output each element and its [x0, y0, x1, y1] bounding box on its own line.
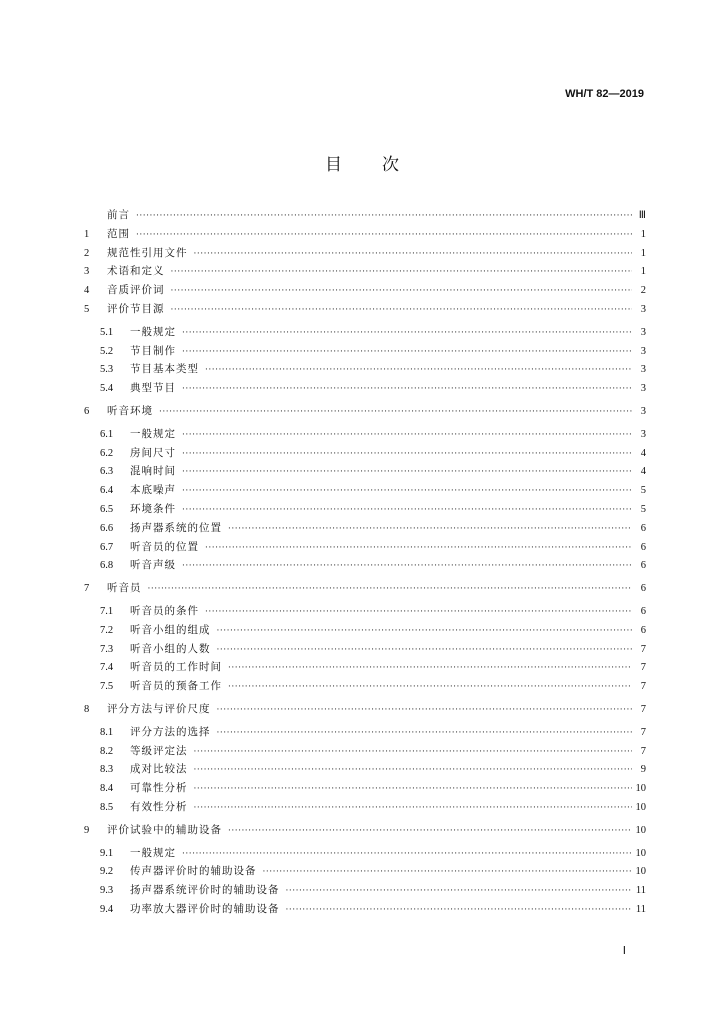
toc-entry-number: 9: [84, 824, 90, 836]
toc-entry-number: 6.6: [100, 522, 114, 534]
toc-dot-leader: [263, 863, 632, 882]
toc-entry-number: 7.2: [100, 624, 114, 636]
toc-entry-page: 3: [640, 326, 646, 338]
toc-entry-number: 8.4: [100, 783, 114, 795]
toc-entry[interactable]: [84, 481, 646, 500]
toc-entry-page: 1: [640, 266, 646, 278]
toc-entry-page: 9: [640, 764, 646, 776]
toc-entry[interactable]: [84, 579, 646, 598]
toc-entry-number: 5: [84, 303, 90, 315]
toc-entry[interactable]: [84, 244, 646, 263]
toc-dot-leader: [182, 380, 632, 399]
toc-entry-label: 范围: [107, 227, 130, 240]
toc-entry[interactable]: [84, 742, 646, 761]
toc-dot-leader: [194, 743, 633, 762]
toc-entry-number: 5.3: [100, 364, 114, 376]
toc-dot-leader: [159, 403, 632, 422]
toc-entry-page: 7: [640, 745, 646, 757]
toc-entry-page: 2: [640, 285, 646, 297]
toc-entry-page: 5: [640, 485, 646, 497]
toc-dot-leader: [286, 901, 632, 920]
toc-entry-number: 6.3: [100, 466, 114, 478]
toc-entry-label: 成对比较法: [130, 763, 188, 776]
toc-entry-number: 9.3: [100, 885, 114, 897]
toc-entry-label: 扬声器系统评价时的辅助设备: [130, 884, 280, 897]
toc-dot-leader: [182, 324, 632, 343]
toc-entry-page: 6: [640, 605, 646, 617]
toc-entry-page: 3: [640, 303, 646, 315]
toc-entry-label: 术语和定义: [107, 265, 165, 278]
document-code: WH/T 82—2019: [565, 88, 644, 100]
toc-entry-label: 房间尺寸: [130, 446, 176, 459]
toc-entry-page: 7: [640, 703, 646, 715]
toc-entry-label: 一般规定: [130, 846, 176, 859]
toc-entry-label: 听音员的条件: [130, 604, 199, 617]
toc-entry[interactable]: [84, 444, 646, 463]
toc-entry-page: 10: [635, 847, 646, 859]
toc-entry-number: 7: [84, 583, 90, 595]
toc-entry[interactable]: [84, 538, 646, 557]
toc-entry-label: 功率放大器评价时的辅助设备: [130, 902, 280, 915]
toc-entry-page: 6: [640, 624, 646, 636]
toc-entry-page: 6: [640, 541, 646, 553]
toc-entry[interactable]: [84, 225, 646, 244]
toc-entry-number: 5.2: [100, 345, 114, 357]
toc-dot-leader: [136, 226, 632, 245]
toc-dot-leader: [182, 482, 632, 501]
toc-entry-number: 8.1: [100, 726, 114, 738]
toc-entry[interactable]: [84, 342, 646, 361]
toc-entry[interactable]: [84, 821, 646, 840]
toc-entry-page: 5: [640, 503, 646, 515]
toc-entry-page: 10: [635, 801, 646, 813]
toc-entry-label: 等级评定法: [130, 744, 188, 757]
toc-dot-leader: [286, 882, 632, 901]
toc-dot-leader: [217, 622, 633, 641]
toc-entry-number: 8: [84, 703, 90, 715]
toc-entry[interactable]: [84, 723, 646, 742]
toc-dot-leader: [205, 539, 632, 558]
toc-entry-number: 9.4: [100, 903, 114, 915]
toc-entry-page: 3: [640, 428, 646, 440]
toc-entry[interactable]: [84, 300, 646, 319]
toc-entry-number: 6.1: [100, 428, 114, 440]
toc-entry-label: 听音小组的组成: [130, 623, 211, 636]
toc-entry[interactable]: [84, 262, 646, 281]
toc-entry[interactable]: [84, 425, 646, 444]
toc-dot-leader: [182, 426, 632, 445]
toc-dot-leader: [171, 263, 633, 282]
toc-entry-label: 评价试验中的辅助设备: [107, 823, 222, 836]
toc-entry-label: 混响时间: [130, 465, 176, 478]
toc-entry-number: 7.1: [100, 605, 114, 617]
toc-entry-number: 2: [84, 247, 90, 259]
toc-entry-number: 6.8: [100, 560, 114, 572]
toc-entry-page: 3: [640, 405, 646, 417]
toc-entry-number: 3: [84, 266, 90, 278]
toc-entry-page: 10: [635, 866, 646, 878]
toc-entry-number: 4: [84, 285, 90, 297]
toc-entry-label: 听音员的工作时间: [130, 661, 222, 674]
toc-entry-page: 7: [640, 726, 646, 738]
toc-entry-page: 6: [640, 560, 646, 572]
toc-dot-leader: [182, 463, 632, 482]
toc-entry-number: 7.3: [100, 643, 114, 655]
toc-entry-number: 7.5: [100, 681, 114, 693]
toc-entry-number: 5.4: [100, 383, 114, 395]
toc-entry-label: 规范性引用文件: [107, 246, 188, 259]
toc-entry-number: 6.7: [100, 541, 114, 553]
toc-entry-number: 8.2: [100, 745, 114, 757]
toc-entry-page: 4: [640, 447, 646, 459]
toc-entry-label: 有效性分析: [130, 800, 188, 813]
toc-dot-leader: [205, 361, 632, 380]
toc-entry-label: 前言: [107, 209, 130, 221]
toc-dot-leader: [182, 557, 632, 576]
toc-entry[interactable]: [84, 881, 646, 900]
toc-entry-label: 传声器评价时的辅助设备: [130, 865, 257, 878]
toc-entry-page: 1: [640, 228, 646, 240]
toc-entry-page: 7: [640, 643, 646, 655]
toc-dot-leader: [194, 799, 632, 818]
toc-entry-label: 一般规定: [130, 325, 176, 338]
toc-dot-leader: [182, 845, 632, 864]
toc-entry[interactable]: [84, 519, 646, 538]
toc-entry[interactable]: [84, 379, 646, 398]
toc-dot-leader: [171, 282, 633, 301]
toc-dot-leader: [205, 603, 632, 622]
toc-entry-number: 7.4: [100, 662, 114, 674]
toc-entry-page: 3: [640, 383, 646, 395]
toc-entry-label: 听音小组的人数: [130, 642, 211, 655]
toc-entry-label: 评分方法的选择: [130, 725, 211, 738]
toc-entry-number: 5.1: [100, 326, 114, 338]
toc-entry-label: 典型节目: [130, 382, 176, 395]
page-title: 目次: [325, 155, 439, 175]
toc-entry[interactable]: [84, 360, 646, 379]
toc-entry-page: 10: [635, 783, 646, 795]
toc-entry-label: 可靠性分析: [130, 782, 188, 795]
toc-dot-leader: [217, 724, 633, 743]
toc-entry-page: 11: [635, 885, 646, 897]
toc-dot-leader: [228, 659, 632, 678]
toc-dot-leader: [217, 641, 633, 660]
toc-entry-page: 10: [635, 824, 646, 836]
toc-entry-page: 11: [635, 903, 646, 915]
toc-entry[interactable]: [84, 760, 646, 779]
toc-entry-label: 听音员的位置: [130, 540, 199, 553]
toc-entry-number: 6.4: [100, 485, 114, 497]
toc-entry-label: 一般规定: [130, 427, 176, 440]
toc-dot-leader: [228, 520, 632, 539]
toc-dot-leader: [182, 343, 632, 362]
toc-entry[interactable]: [84, 640, 646, 659]
toc-entry-number: 9.1: [100, 847, 114, 859]
toc-dot-leader: [171, 301, 633, 320]
toc-dot-leader: [182, 445, 632, 464]
toc-entry-label: 环境条件: [130, 502, 176, 515]
toc-dot-leader: [194, 761, 633, 780]
toc-entry[interactable]: [84, 556, 646, 575]
toc-entry-page: Ⅲ: [638, 210, 646, 221]
toc-entry-page: 6: [640, 522, 646, 534]
toc-entry[interactable]: [84, 281, 646, 300]
toc-entry-label: 扬声器系统的位置: [130, 521, 222, 534]
toc-entry-page: 7: [640, 662, 646, 674]
toc-dot-leader: [148, 580, 633, 599]
toc-dot-leader: [182, 501, 632, 520]
page-number: Ⅰ: [622, 945, 626, 957]
toc-dot-leader: [194, 780, 632, 799]
toc-entry-number: 8.3: [100, 764, 114, 776]
toc-entry[interactable]: [84, 700, 646, 719]
toc-entry-number: 6.5: [100, 503, 114, 515]
toc-dot-leader: [217, 701, 633, 720]
toc-entry[interactable]: [84, 206, 646, 225]
table-of-contents: [84, 206, 646, 919]
toc-entry[interactable]: [84, 500, 646, 519]
toc-entry-label: 音质评价词: [107, 284, 165, 297]
toc-entry-label: 本底噪声: [130, 484, 176, 497]
toc-entry-page: 3: [640, 345, 646, 357]
toc-entry[interactable]: [84, 658, 646, 677]
toc-dot-leader: [228, 822, 632, 841]
toc-entry-label: 听音员: [107, 582, 142, 595]
toc-entry-label: 节目制作: [130, 344, 176, 357]
toc-entry-page: 3: [640, 364, 646, 376]
toc-entry-page: 6: [640, 583, 646, 595]
toc-entry-number: 8.5: [100, 801, 114, 813]
toc-entry[interactable]: [84, 798, 646, 817]
toc-entry[interactable]: [84, 323, 646, 342]
toc-entry[interactable]: [84, 602, 646, 621]
toc-entry[interactable]: [84, 462, 646, 481]
toc-entry[interactable]: [84, 900, 646, 919]
toc-entry[interactable]: [84, 779, 646, 798]
toc-entry-number: 1: [84, 228, 90, 240]
toc-entry[interactable]: [84, 621, 646, 640]
toc-entry-number: 9.2: [100, 866, 114, 878]
toc-entry[interactable]: [84, 862, 646, 881]
toc-entry-label: 评价节目源: [107, 302, 165, 315]
toc-entry-label: 听音声级: [130, 559, 176, 572]
toc-dot-leader: [136, 207, 632, 226]
toc-entry-page: 4: [640, 466, 646, 478]
toc-entry[interactable]: [84, 677, 646, 696]
toc-dot-leader: [194, 245, 633, 264]
toc-entry-label: 听音环境: [107, 404, 153, 417]
toc-entry-label: 节目基本类型: [130, 363, 199, 376]
toc-entry[interactable]: [84, 402, 646, 421]
toc-entry-number: 6: [84, 405, 90, 417]
toc-dot-leader: [228, 678, 632, 697]
toc-entry-label: 听音员的预备工作: [130, 680, 222, 693]
toc-entry-label: 评分方法与评价尺度: [107, 702, 211, 715]
toc-entry-page: 7: [640, 681, 646, 693]
toc-entry[interactable]: [84, 844, 646, 863]
toc-entry-page: 1: [640, 247, 646, 259]
toc-entry-number: 6.2: [100, 447, 114, 459]
